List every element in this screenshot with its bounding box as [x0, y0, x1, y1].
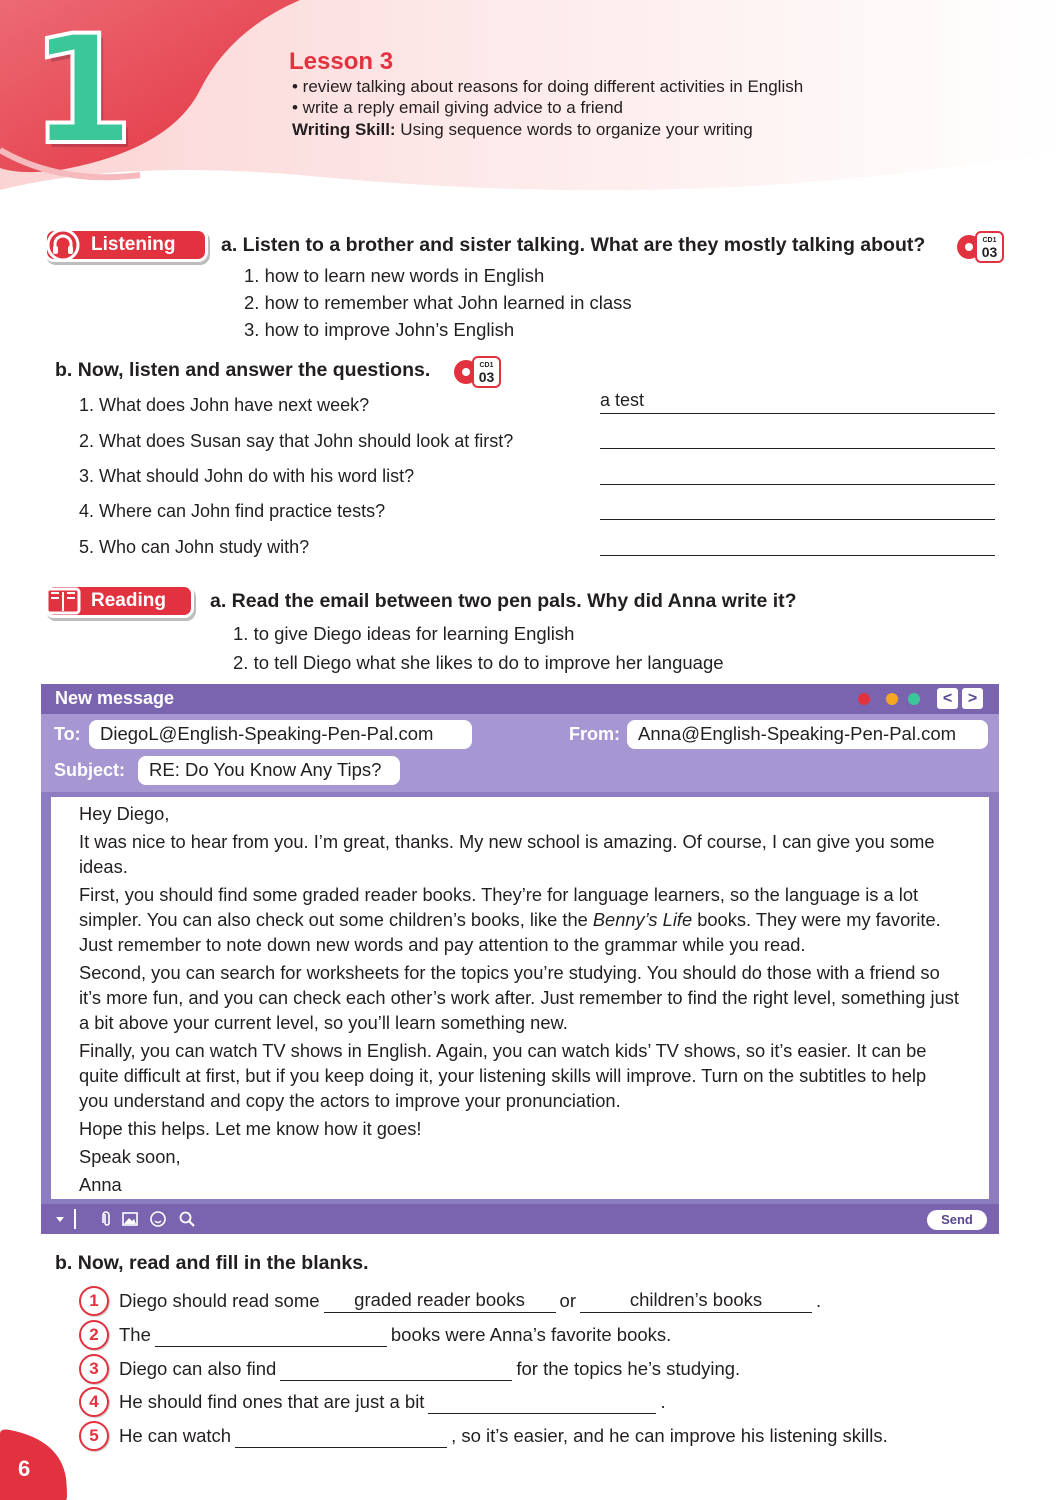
cd-track: 03: [981, 244, 998, 260]
lesson-title: Lesson 3: [289, 48, 394, 75]
email-toolbar: [41, 1204, 999, 1234]
item-text: Diego should read some: [119, 1290, 320, 1311]
dropdown-arrow-icon[interactable]: [51, 1210, 69, 1228]
blank-field[interactable]: children’s books: [580, 1289, 812, 1313]
item-text: He can watch: [119, 1425, 232, 1446]
blank-field[interactable]: [235, 1424, 447, 1448]
listening-a-option: 2. how to remember what John learned in class: [244, 292, 632, 313]
from-field[interactable]: Anna@English-Speaking-Pen-Pal.com: [627, 720, 988, 749]
window-title: New message: [55, 688, 175, 708]
cd-label: CD1: [479, 362, 494, 369]
answer-field[interactable]: [600, 461, 995, 485]
question-text: 2. What does Susan say that John should look at first?: [79, 431, 514, 451]
item-number: 2: [79, 1320, 109, 1350]
blank-field[interactable]: [155, 1323, 387, 1347]
item-text: The: [119, 1324, 151, 1345]
page-badge-shape: [0, 1428, 72, 1500]
item-text: , so it’s easier, and he can improve his listening skills.: [451, 1425, 888, 1446]
blank-field[interactable]: [428, 1390, 656, 1414]
unit-number: 1: [30, 4, 135, 178]
page-number-badge: [0, 1428, 72, 1500]
cd-track-icon: [452, 356, 502, 388]
reading-tab: [44, 584, 194, 618]
email-paragraph: Finally, you can watch TV shows in English. Again, you can watch kids’ TV shows, so it’s easier. It can be quite difficult at first, but if you keep doing it, your listening skills will improve. Turn on the subtitles to help you understand and copy the actors to improve your pronunciation.: [79, 1040, 927, 1111]
email-signature: Anna: [79, 1174, 122, 1195]
prev-button[interactable]: <: [937, 688, 958, 709]
email-paragraph: [79, 882, 959, 957]
image-icon[interactable]: [121, 1210, 139, 1228]
item-text: Diego can also find: [119, 1358, 277, 1379]
email-paragraph: Hope this helps. Let me know how it goes!: [79, 1118, 422, 1139]
item-text: He should find ones that are just a bit: [119, 1391, 425, 1412]
send-button[interactable]: Send: [927, 1210, 987, 1230]
fill-item: [79, 1286, 821, 1316]
fill-item: [79, 1354, 740, 1384]
from-label: From:: [569, 724, 620, 744]
email-text: First, you should find some graded reader books. They’re for language learners, so the language is a lot simpler. You can also check out some children’s books, like the: [79, 884, 919, 930]
lesson-goal-2: • write a reply email giving advice to a friend: [292, 98, 623, 117]
email-text: books. They were my favorite. Just remember to note down new words and pay attention to the grammar while you read.: [79, 909, 941, 955]
close-dot-icon[interactable]: [858, 693, 870, 705]
reading-a-option: 1. to give Diego ideas for learning English: [233, 623, 575, 644]
email-closing: Speak soon,: [79, 1146, 181, 1167]
writing-skill-text: Using sequence words to organize your writing: [395, 120, 753, 139]
attachment-icon[interactable]: [98, 1210, 116, 1228]
item-number: 5: [79, 1421, 109, 1451]
question-text: 5. Who can John study with?: [79, 537, 310, 557]
item-text: .: [816, 1290, 822, 1311]
reading-a-question: a. Read the email between two pen pals. Why did Anna write it?: [210, 590, 797, 612]
next-button[interactable]: >: [962, 688, 983, 709]
listening-a-option: 3. how to improve John’s English: [244, 319, 515, 340]
blank-field[interactable]: graded reader books: [324, 1289, 556, 1313]
fill-item: [79, 1320, 671, 1350]
cd-track: 03: [478, 369, 495, 385]
email-body[interactable]: [51, 797, 989, 1199]
answer-field[interactable]: a test: [600, 390, 995, 414]
email-header-fields: [41, 714, 999, 792]
item-number: 4: [79, 1387, 109, 1417]
page-number: 6: [18, 1456, 31, 1481]
maximize-dot-icon[interactable]: [908, 693, 920, 705]
email-paragraph: Second, you can search for worksheets for the topics you’re studying. You should do those with a friend so it’s more fun, and you can check each other’s work after. Just remember to find the right level, something just a bit above your current level, so you’ll learn something new.: [79, 962, 959, 1033]
item-text: or: [559, 1290, 576, 1311]
listening-a-question: a. Listen to a brother and sister talking. What are they mostly talking about?: [221, 234, 926, 256]
answer-field[interactable]: [600, 496, 995, 520]
email-titlebar: [41, 684, 999, 714]
writing-skill-label: Writing Skill:: [292, 120, 396, 139]
cd-track-icon: [955, 231, 1005, 263]
email-window: [41, 684, 999, 1234]
question-text: 1. What does John have next week?: [79, 395, 370, 415]
book-title: Benny’s Life: [592, 909, 693, 930]
emoji-icon[interactable]: [149, 1210, 167, 1228]
headphones-icon: [41, 223, 85, 267]
question-text: 3. What should John do with his word list?: [79, 466, 415, 486]
answer-field[interactable]: [600, 425, 995, 449]
subject-field[interactable]: RE: Do You Know Any Tips?: [138, 756, 400, 785]
item-number: 3: [79, 1354, 109, 1384]
reading-b-question: b. Now, read and fill in the blanks.: [55, 1252, 369, 1274]
fill-item: [79, 1421, 888, 1451]
to-label: To:: [54, 724, 81, 744]
email-paragraph: It was nice to hear from you. I’m great, thanks. My new school is amazing. Of course, I can give you some ideas.: [79, 831, 935, 877]
cd-label: CD1: [982, 237, 997, 244]
fill-item: [79, 1387, 666, 1417]
item-text: for the topics he’s studying.: [516, 1358, 741, 1379]
email-greeting: Hey Diego,: [79, 803, 170, 824]
listening-tab: [44, 228, 208, 262]
book-icon: [41, 579, 85, 623]
to-field[interactable]: DiegoL@English-Speaking-Pen-Pal.com: [89, 720, 472, 749]
toolbar-divider: [74, 1209, 76, 1229]
reading-tab-label: Reading: [91, 590, 166, 611]
blank-field[interactable]: [280, 1357, 512, 1381]
lesson-goal-1: • review talking about reasons for doing different activities in English: [292, 77, 804, 96]
listening-tab-label: Listening: [91, 234, 176, 255]
item-number: 1: [79, 1286, 109, 1316]
item-text: .: [660, 1391, 666, 1412]
listening-a-option: 1. how to learn new words in English: [244, 265, 545, 286]
search-icon[interactable]: [178, 1210, 196, 1228]
listening-b-question: b. Now, listen and answer the questions.: [55, 359, 431, 381]
writing-skill: [292, 120, 753, 140]
item-text: books were Anna’s favorite books.: [390, 1324, 672, 1345]
question-text: 4. Where can John find practice tests?: [79, 501, 386, 521]
subject-label: Subject:: [54, 760, 126, 780]
answer-field[interactable]: [600, 532, 995, 556]
reading-a-option: 2. to tell Diego what she likes to do to improve her language: [233, 652, 724, 673]
minimize-dot-icon[interactable]: [886, 693, 898, 705]
